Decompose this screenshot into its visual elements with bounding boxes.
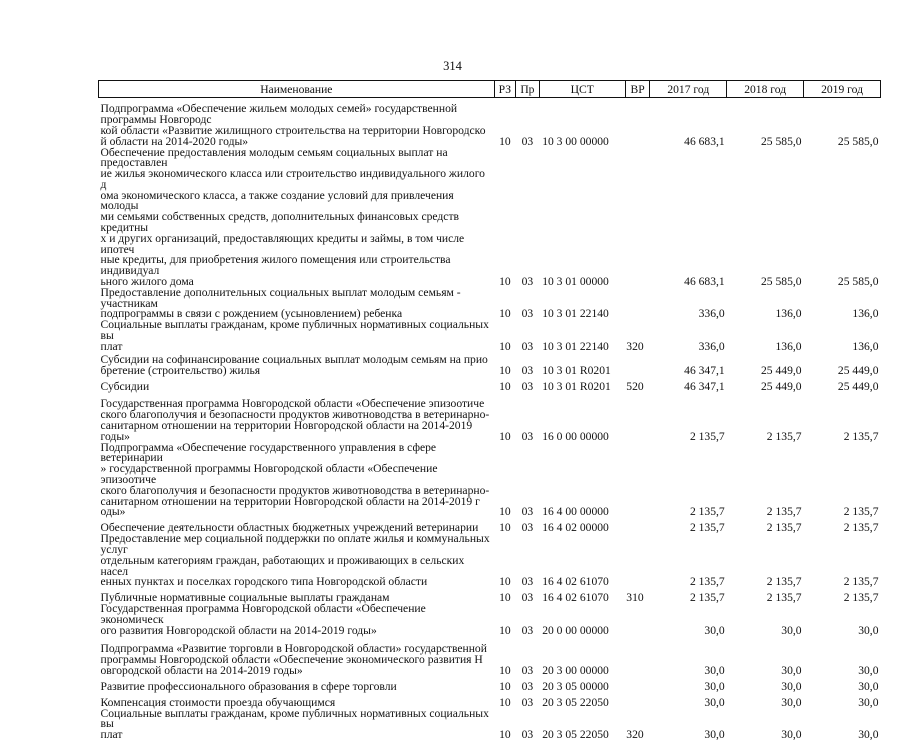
row-rz: 10 xyxy=(499,379,511,393)
row-amount-2019: 30,0 xyxy=(858,679,879,693)
row-name-line: Предоставление мер социальной поддержки по оплате жилья и коммунальных услуг xyxy=(100,532,490,557)
row-name-line: ие жилья экономического класса или строительство индивидуального жилого д xyxy=(100,167,485,191)
row-pr: 03 xyxy=(521,695,534,709)
page-number: 314 xyxy=(443,59,462,73)
row-amount-2019: 2 135,7 xyxy=(843,591,879,605)
row-name xyxy=(99,145,495,289)
row-amount-2018: 2 135,7 xyxy=(766,505,802,519)
row-amount-2018: 25 449,0 xyxy=(761,379,802,393)
header-name: Наименование xyxy=(99,81,495,98)
row-name-line: Подпрограмма «Развитие торговли в Новгородской области» государственной xyxy=(100,642,487,656)
row-amount-2019: 30,0 xyxy=(858,663,879,677)
row-pr: 03 xyxy=(521,134,534,148)
row-pr: 03 xyxy=(521,505,534,519)
row-name-line: санитарном отношении на территории Новгородской области на 2014-2019 г xyxy=(100,494,480,508)
row-amount-2017: 30,0 xyxy=(704,695,725,709)
row-vr: 520 xyxy=(626,379,644,393)
row-amount-2018: 136,0 xyxy=(775,339,802,353)
row-amount-2017: 336,0 xyxy=(698,339,725,353)
row-name xyxy=(99,677,495,693)
row-vr: 320 xyxy=(626,728,644,741)
row-name-line: ома экономического класса, а также создание условий для привлечения молоды xyxy=(100,188,454,213)
row-amount-2019: 30,0 xyxy=(858,695,879,709)
row-name xyxy=(99,693,495,709)
row-vr xyxy=(625,518,650,534)
table-row xyxy=(99,604,881,636)
table-row xyxy=(99,677,881,693)
row-amount-2017: 46 347,1 xyxy=(684,379,725,393)
row-cst: 10 3 00 00000 xyxy=(542,134,609,148)
row-amount-2018: 30,0 xyxy=(781,728,802,741)
row-name xyxy=(99,604,495,636)
row-name-line: Государственная программа Новгородской области «Обеспечение экономическ xyxy=(100,602,426,626)
row-amount-2019: 30,0 xyxy=(858,728,879,741)
row-name-line: ского благополучия и безопасности продуктов животноводства в ветеринарно- xyxy=(100,483,490,497)
row-amount-2019: 136,0 xyxy=(852,307,879,321)
row-amount-2017: 2 135,7 xyxy=(689,575,725,589)
row-amount-2019: 25 585,0 xyxy=(837,134,879,148)
row-rz: 10 xyxy=(499,623,511,637)
row-name-line: ьного жилого дома xyxy=(100,275,194,289)
row-amount-2018: 2 135,7 xyxy=(766,575,802,589)
row-pr: 03 xyxy=(521,575,534,589)
row-vr xyxy=(625,288,650,320)
row-vr xyxy=(625,604,650,636)
table-row xyxy=(99,288,881,320)
row-pr: 03 xyxy=(521,521,534,535)
row-amount-2017: 46 683,1 xyxy=(684,275,725,289)
row-cst: 16 0 00 00000 xyxy=(542,429,609,443)
header-pr: Пр xyxy=(516,81,540,98)
row-cst: 20 3 00 00000 xyxy=(542,663,609,677)
row-amount-2018: 25 585,0 xyxy=(761,275,802,289)
table-row xyxy=(99,353,881,377)
row-name xyxy=(99,637,495,677)
row-cst: 20 3 05 22050 xyxy=(542,728,609,741)
row-amount-2019: 136,0 xyxy=(852,339,879,353)
row-cst: 16 4 02 61070 xyxy=(542,591,609,605)
row-name-line: Публичные нормативные социальные выплаты гражданам xyxy=(100,591,390,605)
row-name xyxy=(99,320,495,352)
row-name-line: Компенсация стоимости проезда обучающимся xyxy=(100,695,336,709)
row-vr xyxy=(625,393,650,443)
row-amount-2017: 2 135,7 xyxy=(689,429,725,443)
header-vr: ВР xyxy=(625,81,650,98)
row-vr xyxy=(625,353,650,377)
row-pr: 03 xyxy=(521,363,534,377)
row-name xyxy=(99,440,495,519)
row-name-line: Социальные выплаты гражданам, кроме публичных нормативных социальных вы xyxy=(100,706,489,731)
row-name-line: ные кредиты, для приобретения жилого помещения или строительства индивидуал xyxy=(100,253,451,278)
row-name-line: кой области «Развитие жилищного строительства на территории Новгородско xyxy=(100,123,486,137)
row-vr: 310 xyxy=(626,591,644,605)
table-row xyxy=(99,709,881,741)
row-name-line: Предоставление дополнительных социальных выплат молодым семьям - участникам xyxy=(100,285,461,310)
row-name xyxy=(99,98,495,148)
row-pr: 03 xyxy=(521,379,534,393)
row-cst: 10 3 01 R0201 xyxy=(542,379,611,393)
row-pr: 03 xyxy=(521,275,534,289)
row-vr xyxy=(625,98,650,148)
row-amount-2018: 30,0 xyxy=(781,695,802,709)
row-amount-2019: 2 135,7 xyxy=(843,521,879,535)
row-name-line: ского благополучия и безопасности продуктов животноводства в ветеринарно- xyxy=(100,408,490,422)
row-rz: 10 xyxy=(499,363,511,377)
row-pr: 03 xyxy=(521,307,534,321)
row-rz: 10 xyxy=(499,505,511,519)
row-amount-2019: 2 135,7 xyxy=(843,505,879,519)
row-rz: 10 xyxy=(499,591,511,605)
table-row xyxy=(99,148,881,288)
header-rz: РЗ xyxy=(494,81,516,98)
header-2019: 2019 год xyxy=(804,81,881,98)
table-row xyxy=(99,693,881,709)
row-name-line: Подпрограмма «Обеспечение государственного управления в сфере ветеринарии xyxy=(100,440,437,465)
row-pr: 03 xyxy=(521,663,534,677)
row-vr xyxy=(625,693,650,709)
row-vr xyxy=(625,148,650,288)
row-amount-2018: 2 135,7 xyxy=(766,521,802,535)
row-name xyxy=(99,377,495,393)
row-name-line: плат xyxy=(100,339,123,353)
row-amount-2019: 2 135,7 xyxy=(843,429,879,443)
row-rz: 10 xyxy=(499,339,511,353)
row-vr xyxy=(625,637,650,677)
row-rz: 10 xyxy=(499,275,511,289)
row-amount-2018: 2 135,7 xyxy=(766,591,802,605)
row-amount-2018: 2 135,7 xyxy=(766,429,802,443)
row-amount-2018: 25 585,0 xyxy=(761,134,802,148)
header-2017: 2017 год xyxy=(650,81,727,98)
row-amount-2018: 25 449,0 xyxy=(761,363,802,377)
row-pr: 03 xyxy=(521,728,534,741)
row-amount-2019: 25 449,0 xyxy=(837,363,879,377)
row-name-line: бретение (строительство) жилья xyxy=(100,363,261,377)
row-cst: 16 4 00 00000 xyxy=(542,505,609,519)
row-amount-2017: 2 135,7 xyxy=(689,591,725,605)
row-name-line: Обеспечение предоставления молодым семьям социальных выплат на предоставлен xyxy=(100,145,448,170)
row-amount-2018: 30,0 xyxy=(781,623,802,637)
row-name-line: Социальные выплаты гражданам, кроме публичных нормативных социальных вы xyxy=(100,318,489,343)
table-row xyxy=(99,637,881,677)
budget-table xyxy=(98,80,881,741)
row-amount-2017: 30,0 xyxy=(704,728,725,741)
row-rz: 10 xyxy=(499,134,511,148)
row-amount-2017: 30,0 xyxy=(704,679,725,693)
row-name-line: овгородской области на 2014-2019 годы» xyxy=(100,663,303,677)
table-row xyxy=(99,443,881,519)
row-name xyxy=(99,534,495,588)
row-pr: 03 xyxy=(521,623,534,637)
row-name xyxy=(99,285,495,321)
row-vr xyxy=(625,443,650,519)
table-body xyxy=(99,98,881,741)
row-name-line: программы Новгородской области «Обеспечение экономического развития Н xyxy=(100,653,483,666)
row-pr: 03 xyxy=(521,591,534,605)
row-name-line: Субсидии xyxy=(100,379,150,393)
row-cst: 10 3 01 00000 xyxy=(542,275,609,289)
row-amount-2018: 136,0 xyxy=(775,307,802,321)
row-cst: 20 0 00 00000 xyxy=(542,623,609,637)
row-rz: 10 xyxy=(499,663,511,677)
row-name-line: Обеспечение деятельности областных бюджетных учреждений ветеринарии xyxy=(100,521,479,535)
row-name-line: енных пунктах и поселках городского типа Новгородской области xyxy=(100,575,428,589)
table-row xyxy=(99,98,881,148)
row-name-line: отдельным категориям граждан, работающих и проживающих в сельских насел xyxy=(100,553,465,578)
row-cst: 16 4 02 61070 xyxy=(542,575,609,589)
row-rz: 10 xyxy=(499,695,511,709)
row-amount-2017: 46 347,1 xyxy=(684,363,725,377)
row-cst: 16 4 02 00000 xyxy=(542,521,609,535)
row-rz: 10 xyxy=(499,521,511,535)
row-pr: 03 xyxy=(521,429,534,443)
row-rz: 10 xyxy=(499,307,511,321)
row-vr xyxy=(625,677,650,693)
row-name-line: плат xyxy=(100,728,123,741)
row-vr: 320 xyxy=(626,339,644,353)
row-name xyxy=(99,353,495,377)
row-amount-2019: 25 449,0 xyxy=(837,379,879,393)
row-rz: 10 xyxy=(499,728,511,741)
row-amount-2017: 30,0 xyxy=(704,663,725,677)
row-name-line: » государственной программы Новгородской области «Обеспечение эпизоотиче xyxy=(100,462,438,487)
row-vr xyxy=(625,534,650,588)
row-amount-2017: 30,0 xyxy=(704,623,725,637)
row-amount-2019: 25 585,0 xyxy=(837,275,879,289)
row-name-line: Развитие профессионального образования в сфере торговли xyxy=(100,679,397,693)
row-name-line: Субсидии на софинансирование социальных выплат молодым семьям на прио xyxy=(100,353,488,367)
row-rz: 10 xyxy=(499,575,511,589)
table-row xyxy=(99,377,881,393)
row-amount-2019: 30,0 xyxy=(858,623,879,637)
row-cst: 10 3 01 22140 xyxy=(542,307,609,321)
row-pr: 03 xyxy=(521,339,534,353)
row-name-line: подпрограммы в связи с рождением (усыновлением) ребенка xyxy=(100,307,403,321)
row-rz: 10 xyxy=(499,429,511,443)
row-name-line: Подпрограмма «Обеспечение жильем молодых семей» государственной программы Новгородс xyxy=(100,102,458,127)
header-2018: 2018 год xyxy=(727,81,804,98)
table-row xyxy=(99,320,881,352)
row-cst: 10 3 01 R0201 xyxy=(542,363,611,377)
row-name-line: ого развития Новгородской области на 2014-2019 годы» xyxy=(100,623,377,637)
row-amount-2017: 2 135,7 xyxy=(689,505,725,519)
table-header xyxy=(99,81,881,98)
row-rz: 10 xyxy=(499,679,511,693)
row-name-line: оды» xyxy=(100,505,126,519)
row-name xyxy=(99,393,495,443)
row-cst: 20 3 05 00000 xyxy=(542,679,609,693)
row-name-line: й области на 2014-2020 годы» xyxy=(100,134,249,148)
row-amount-2017: 46 683,1 xyxy=(684,134,725,148)
row-name-line: ми семьями собственных средств, дополнительных финансовых средств кредитны xyxy=(100,210,459,235)
row-amount-2017: 2 135,7 xyxy=(689,521,725,535)
row-name xyxy=(99,706,495,741)
row-amount-2017: 336,0 xyxy=(698,307,725,321)
row-cst: 20 3 05 22050 xyxy=(542,695,609,709)
header-cst: ЦСТ xyxy=(539,81,625,98)
row-name-line: санитарном отношении на территории Новгородской области на 2014-2019 годы» xyxy=(100,419,473,443)
row-amount-2018: 30,0 xyxy=(781,663,802,677)
table-row xyxy=(99,534,881,588)
table-row xyxy=(99,393,881,443)
row-name-line: х и других организаций, предоставляющих кредиты и займы, в том числе ипотеч xyxy=(100,231,465,256)
row-pr: 03 xyxy=(521,679,534,693)
row-name-line: Государственная программа Новгородской области «Обеспечение эпизоотиче xyxy=(100,397,485,411)
row-cst: 10 3 01 22140 xyxy=(542,339,609,353)
row-amount-2019: 2 135,7 xyxy=(843,575,879,589)
row-amount-2018: 30,0 xyxy=(781,679,802,693)
